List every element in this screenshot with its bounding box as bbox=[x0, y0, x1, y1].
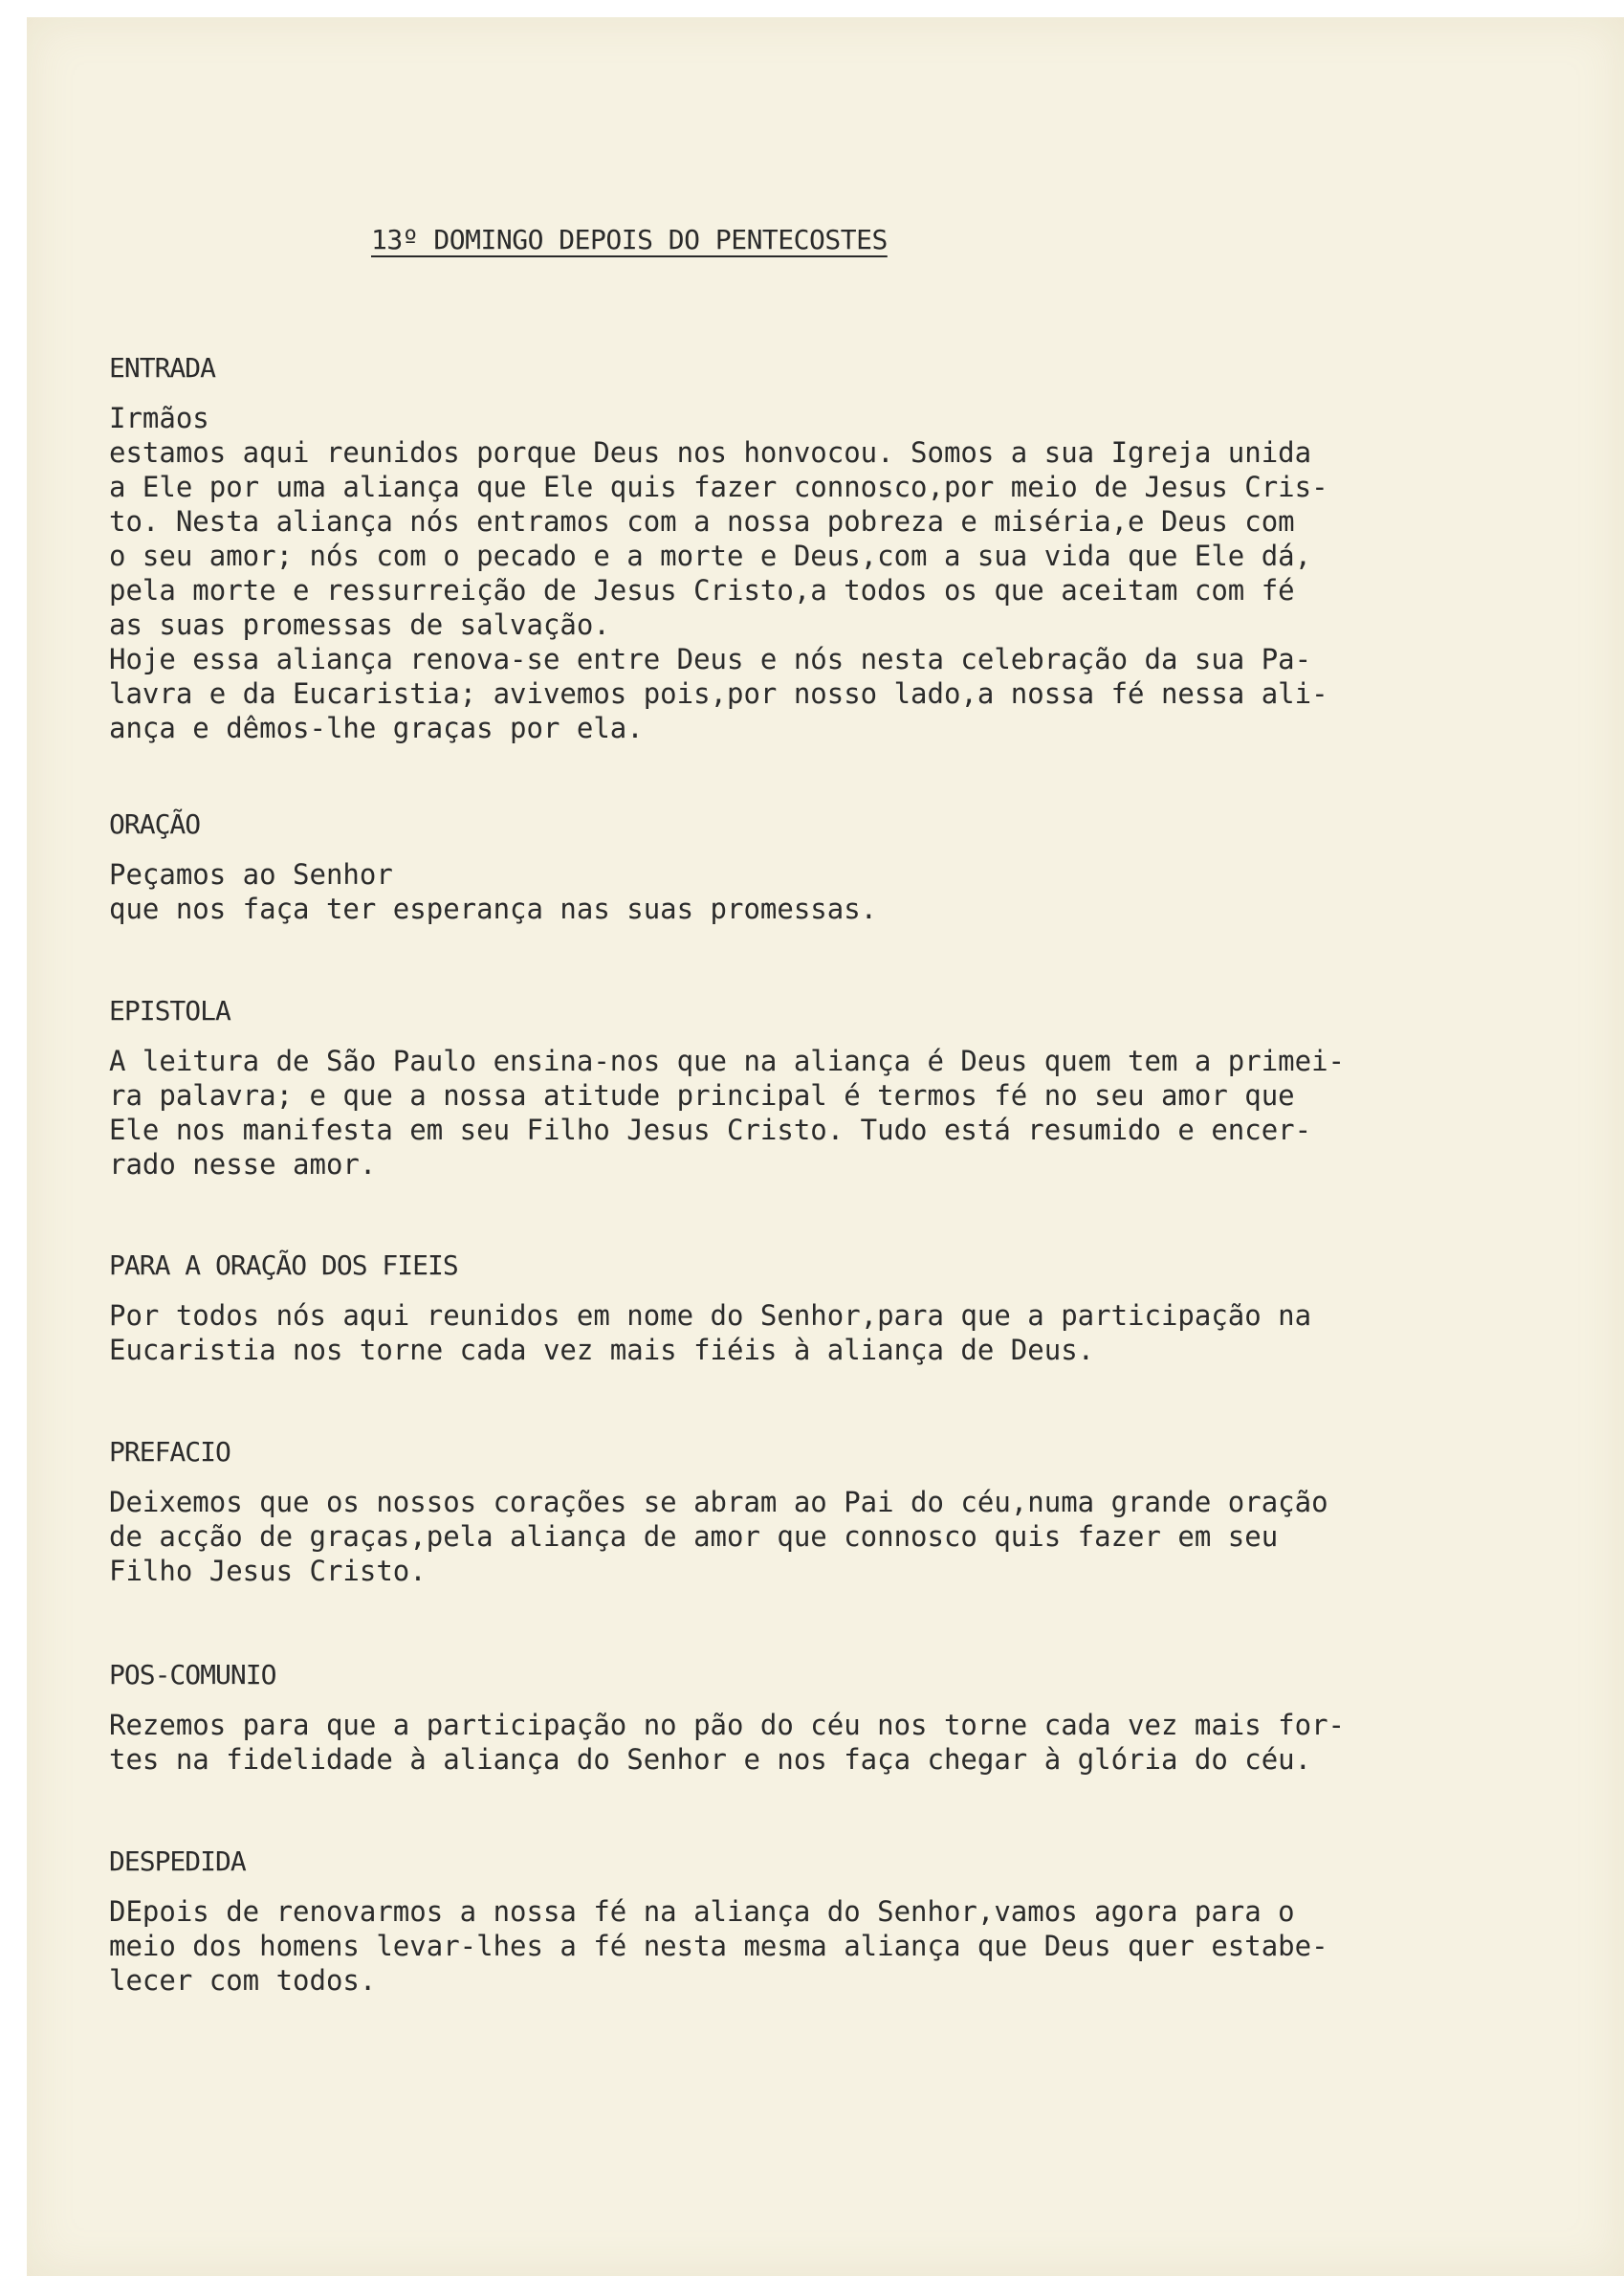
section-heading: EPISTOLA bbox=[109, 995, 230, 1027]
section-oracao bbox=[109, 807, 1505, 926]
text-line: que nos faça ter esperança nas suas promessas. bbox=[109, 893, 878, 925]
text-line: Irmãos bbox=[109, 402, 209, 434]
text-line: A leitura de São Paulo ensina-nos que na aliança é Deus quem tem a primei- bbox=[109, 1045, 1346, 1077]
text-line: Deixemos que os nossos corações se abram ao Pai do céu,numa grande oração bbox=[109, 1486, 1328, 1518]
section-heading: ORAÇÃO bbox=[109, 808, 201, 840]
text-line: Peçamos ao Senhor bbox=[109, 858, 393, 891]
section-heading: ENTRADA bbox=[109, 352, 216, 384]
text-line: Ele nos manifesta em seu Filho Jesus Cristo. Tudo está resumido e encer- bbox=[109, 1114, 1312, 1146]
section-heading: PARA A ORAÇÃO DOS FIEIS bbox=[109, 1249, 458, 1281]
text-line: lecer com todos. bbox=[109, 1964, 377, 1997]
text-line: a Ele por uma aliança que Ele quis fazer connosco,por meio de Jesus Cris- bbox=[109, 471, 1328, 503]
section-epistola bbox=[109, 994, 1505, 1182]
text-line: o seu amor; nós com o pecado e a morte e Deus,com a sua vida que Ele dá, bbox=[109, 540, 1312, 572]
text-line: lavra e da Eucaristia; avivemos pois,por nosso lado,a nossa fé nessa ali- bbox=[109, 677, 1328, 710]
text-line: ra palavra; e que a nossa atitude principal é termos fé no seu amor que bbox=[109, 1079, 1295, 1112]
section-despedida bbox=[109, 1845, 1505, 1998]
text-line: pela morte e ressurreição de Jesus Cristo,a todos os que aceitam com fé bbox=[109, 574, 1295, 607]
text-line: Por todos nós aqui reunidos em nome do Senhor,para que a participação na bbox=[109, 1299, 1312, 1332]
section-heading: PREFACIO bbox=[109, 1436, 230, 1468]
text-line: DEpois de renovarmos a nossa fé na aliança do Senhor,vamos agora para o bbox=[109, 1895, 1295, 1928]
text-line: as suas promessas de salvação. bbox=[109, 608, 610, 641]
text-line: Filho Jesus Cristo. bbox=[109, 1555, 427, 1587]
page-title: 13º DOMINGO DEPOIS DO PENTECOSTES bbox=[371, 224, 888, 255]
section-prefacio bbox=[109, 1435, 1505, 1588]
text-line: to. Nesta aliança nós entramos com a nossa pobreza e miséria,e Deus com bbox=[109, 505, 1295, 538]
text-line: Hoje essa aliança renova-se entre Deus e nós nesta celebração da sua Pa- bbox=[109, 643, 1312, 675]
text-line: de acção de graças,pela aliança de amor que connosco quis fazer em seu bbox=[109, 1520, 1279, 1553]
section-pos-comunio bbox=[109, 1658, 1505, 1777]
section-oracao-dos-fieis bbox=[109, 1248, 1505, 1367]
text-line: rado nesse amor. bbox=[109, 1148, 377, 1181]
text-line: estamos aqui reunidos porque Deus nos honvocou. Somos a sua Igreja unida bbox=[109, 436, 1312, 469]
section-heading: DESPEDIDA bbox=[109, 1845, 246, 1877]
text-line: tes na fidelidade à aliança do Senhor e nos faça chegar à glória do céu. bbox=[109, 1743, 1312, 1776]
text-line: Eucaristia nos torne cada vez mais fiéis à aliança de Deus. bbox=[109, 1334, 1095, 1366]
section-entrada bbox=[109, 351, 1505, 745]
text-line: meio dos homens levar-lhes a fé nesta mesma aliança que Deus quer estabe- bbox=[109, 1930, 1328, 1962]
section-heading: POS-COMUNIO bbox=[109, 1659, 276, 1690]
text-line: ança e dêmos-lhe graças por ela. bbox=[109, 712, 644, 744]
text-line: Rezemos para que a participação no pão do céu nos torne cada vez mais for- bbox=[109, 1709, 1346, 1741]
